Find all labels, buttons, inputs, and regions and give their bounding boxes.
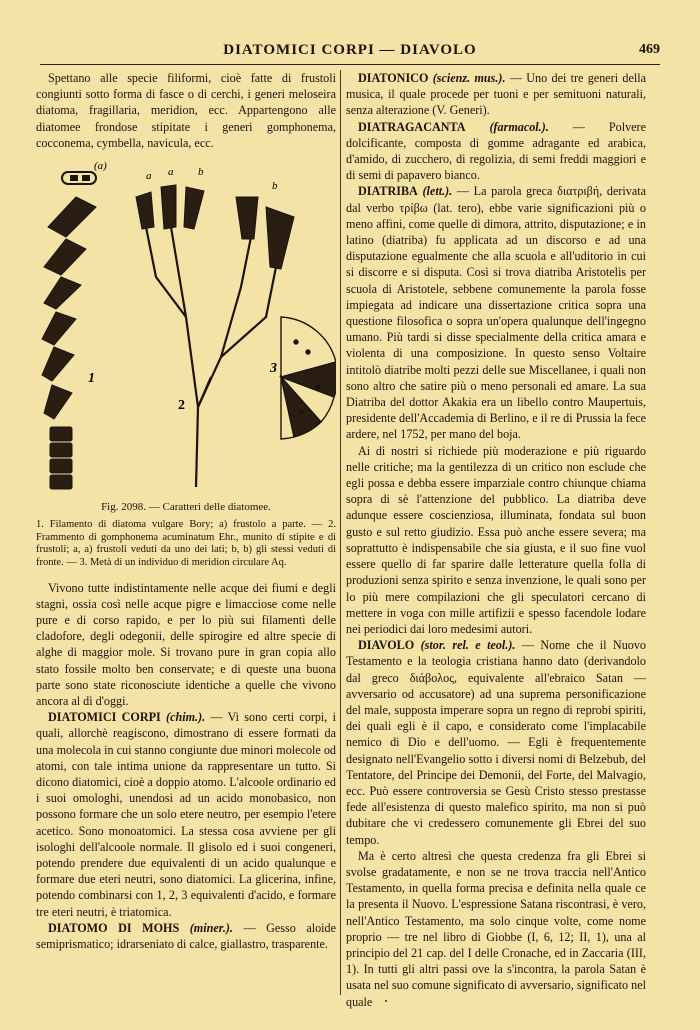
diatom-illustration bbox=[36, 157, 336, 497]
entry-headword: DIATRAGACANTA bbox=[358, 119, 466, 134]
label-a-paren: (a) bbox=[94, 160, 107, 173]
isolated-frustule bbox=[62, 172, 96, 184]
page-number: 469 bbox=[639, 42, 660, 57]
paragraph-ai-nostri: Ai dì nostri si richiede più moderazione e più riguardo nelle critiche; ma la gentilezza di un critico non esclude che egli possa e debba essere imparziale contro chiunque chiama sopra di sè l'attenzione del pubblico. La diatriba deve adunque essere coscienziosa, illuminata, fondata sul buon gusto e sul retto giudizio. Essa può anche essere severa; ma soprattutto è indispensabile che sia giusta, e il suo fine vuol essere quello di far sparire dalle letterature quella folla di produzioni senza spirito e senza invenzione, le quali sono per lo più mere compilazioni che gli speculatori cercano di mettere in voga con mille artifizii e spesso facendole lodare nei periodici dai loro medesimi autori. bbox=[346, 443, 646, 636]
meridion-circulare bbox=[281, 317, 336, 439]
column-divider bbox=[340, 70, 341, 995]
label-a-2: a bbox=[168, 166, 174, 179]
diatom-figure bbox=[36, 157, 336, 497]
gomphonema-stalk bbox=[146, 227, 276, 487]
entry-category: (stor. rel. e teol.). bbox=[420, 638, 516, 653]
gomphonema-frustules bbox=[136, 185, 294, 269]
entry-diatriba bbox=[346, 183, 646, 442]
label-a-1: a bbox=[146, 170, 152, 183]
figure-legend: 1. Filamento di diatoma vulgare Bory; a) frustolo a parte. — 2. Frammento di gomphonema acuminatum Ehr., munito di stipite e di frustoli; a, a) frustoli veduti da uno dei lati; b, b) gli stessi veduti di fronte. — 3. Metà di un individuo di meridion circulare Aq. bbox=[36, 519, 336, 568]
entry-headword: DIAVOLO bbox=[358, 638, 415, 653]
entry-headword: DIATRIBA bbox=[358, 184, 418, 199]
label-b-1: b bbox=[198, 166, 204, 179]
header-title: DIATOMICI CORPI — DIAVOLO bbox=[223, 42, 477, 58]
entry-category: (lett.). bbox=[422, 184, 453, 199]
intro-paragraph: Spettano alle specie filiformi, cioè fatte di frustoli congiunti sotto forma di fasce o di cerchi, i generi meloseira diatoma, fragillaria, meridion, ecc. Appartengono alle diatomee frondose stipitate i generi gomphonema, cocconema, cymbella, navicula, ecc. bbox=[36, 71, 336, 150]
entry-text: — Polvere dolcificante, composta di gomme adragante ed arabica, d'amido, di zucchero, di regolizia, di semi freddi maggiori e di semi di papavero bianco. bbox=[346, 119, 646, 183]
entry-category: (chim.). bbox=[166, 710, 206, 725]
label-3: 3 bbox=[270, 361, 277, 377]
label-1: 1 bbox=[88, 371, 95, 387]
left-column bbox=[36, 70, 336, 952]
entry-headword: DIATONICO bbox=[358, 71, 429, 85]
print-mark bbox=[385, 1000, 387, 1002]
entry-text: — Nome che il Nuovo Testamento e la teologia cristiana hanno dato (derivandolo dal greco διάβολος, equivalente all'ebraico Satan — avversario od accusatore) ad una suprema personificazione del male, supposta imperare sopra un regno di reprobi spiriti, dei quali egli è il capo, e considerato come l'implacabile nemico di Dio e dell'uomo. — Egli è frequentemente designato nell'Evangelio sotto i diversi nomi di Belzebub, del Tentatore, del Principe dei Demonii, del Forte, del Malvagio, ecc. Può essere controversia se Gesù Cristo stesso prestasse fede all'esistenza di questo malefico spirito, ma non si può dubitare che vi credessero comunemente gli Ebrei del suo tempo. bbox=[346, 638, 646, 847]
figure-caption: Fig. 2098. — Caratteri delle diatomee. bbox=[101, 501, 271, 514]
entry-headword: DIATOMICI CORPI bbox=[48, 710, 161, 725]
entry-text: — Vi sono certi corpi, i quali, allorchè reagiscono, dimostrano di essere formati da una molecola in cui stanno congiunte due minori molecole od atomi, con tale intima unione da rappresentare un tutto. Si dicono diatomici, cioè a doppio atomo. L'alcoole ordinario ed i suoi omologhi, unendosi ad un acido monobasico, non possono formare che un solo etere neutro, per esempio l'etere acetico. Sono monoatomici. La stessa cosa avviene per gli isologhi dell'alcoole normale. Il glisolo ed i suoi congeneri, potendo prendere due equivalenti di un acido qualunque e formare due eteri neutri, sono diatomici. La glicerina, infine, potendo combinarsi con 1, 2, 3 equivalenti d'acido, e formare tre eteri neutri, è triatomica. bbox=[36, 710, 336, 919]
entry-text: — Uno dei tre generi della musica, il quale procede per tuoni e per semituoni naturali, senza alterazione (V. Generi). bbox=[346, 71, 646, 118]
label-b-2: b bbox=[272, 180, 278, 193]
entry-diatomo-di-mohs bbox=[36, 920, 336, 952]
entry-category: (scienz. mus.). bbox=[432, 71, 506, 85]
diatom-filament bbox=[42, 197, 96, 489]
right-column bbox=[346, 70, 646, 1010]
entry-diatomici-corpi bbox=[36, 709, 336, 920]
running-header bbox=[40, 40, 660, 65]
paragraph-vivono: Vivono tutte indistintamente nelle acque dei fiumi e degli stagni, ossia così nelle acque pigre e limacciose come nelle pure e di corso rapido, e per lo più sui filamenti delle cladofore, degli odegonii, delle spirogire ed altre specie di alghe di maggior mole. Si trovano pure in gran copia allo stato fossile molto ben conservate; e di queste una buona parte sono state riconosciute identiche a quelle che vivono ancora al dì d'oggi. bbox=[36, 580, 336, 709]
label-2: 2 bbox=[178, 398, 185, 414]
entry-headword: DIATOMO DI MOHS bbox=[48, 920, 180, 935]
entry-text: — La parola greca διατριβή, derivata dal verbo τρίβω (lat. tero), ebbe varie significazioni più o meno affini, come quelle di dimora, attrito, disputazione; e in latino (diatriba) fu applicata ad un discorso e ad una disputazione egualmente che alla scuola e all'uditorio in cui si discorre e si disputa. Così si trova diatriba Aristotelis per scuola di Aristotele, sebbene comunemente la parola fosse impiegata ad indicare una dissertazione critica sopra una questione filosofica o sopra un'opera qualunque dell'ingegno umano. Più tardi si disse specialmente della critica amara e violenta di una composizione. In questo senso Voltaire intitolò diatribe molti pezzi delle sue Miscellanee, i quali non sono altro che satire più o meno personali ed amare. La sua Diatriba del dottor Akakia era un libello contro Maupertuis, presidente dell'Accademia di Berlino, e il re di Prussia la fece ardere, nel 1752, per mano del boja. bbox=[346, 184, 646, 442]
entry-category: (farmacol.). bbox=[489, 119, 549, 134]
entry-category: (miner.). bbox=[189, 920, 233, 935]
entry-diatragacanta bbox=[346, 119, 646, 184]
entry-text: — Gesso aloide semiprismatico; idrarseniato di calce, giallastro, trasparente. bbox=[36, 920, 336, 952]
entry-diatonico bbox=[346, 70, 646, 119]
paragraph-ma-e-certo: Ma è certo altresì che questa credenza fra gli Ebrei si svolse gradatamente, e non se ne trova traccia nell'Antico Testamento, in quella forma precisa e definita nella quale ce la presenta il Nuovo. L'espressione Satana riscontrasi, è vero, nell'Antico Testamento, ma solo cinque volte, come nome proprio — tre nel libro di Giobbe (I, 6, 12; II, 1), una al principio del 21 cap. del I delle Cronache, ed in Zaccaria (III, 1). In tutti gli altri passi ove la s'incontra, la parola Satan è usata nel suo comune significato di avversario, significato nel quale bbox=[346, 848, 646, 1009]
entry-diavolo bbox=[346, 637, 646, 848]
